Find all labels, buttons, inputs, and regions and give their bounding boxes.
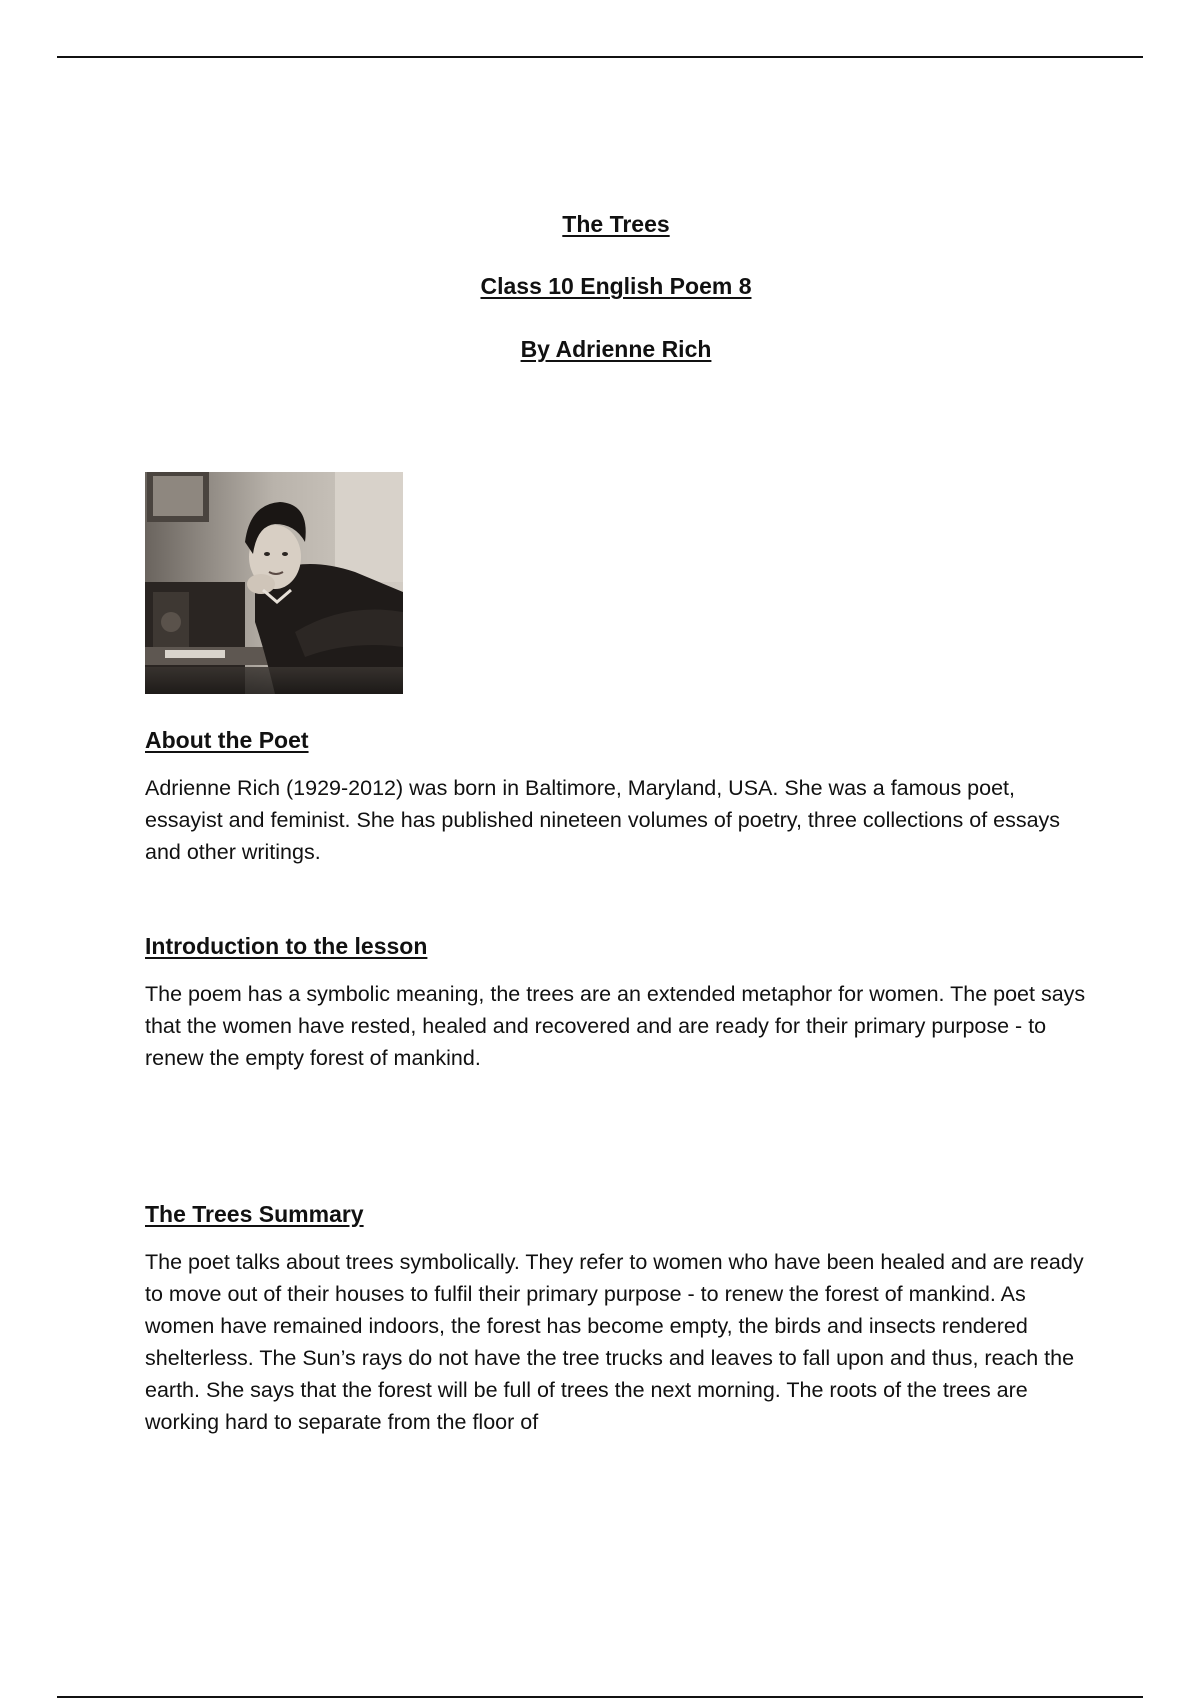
poet-photo [145, 472, 403, 694]
document-title: The Trees [562, 211, 670, 237]
section-heading-about-poet: About the Poet [145, 727, 309, 753]
author-line: By Adrienne Rich [520, 336, 712, 362]
section-heading-summary: The Trees Summary [145, 1201, 364, 1227]
section-body-summary: The poet talks about trees symbolically. They refer to women who have been healed and are ready to move out of their houses to fulfil their primary purpose - to renew the forest of mankind. As women have remained indoors, the forest has become empty, the birds and insects rendered shelterless. The Sun’s rays do not have the tree trucks and leaves to fall upon and thus, reach the earth. She says that the forest will be full of trees the next morning. The roots of the trees are working hard to separate from the floor of [145, 1250, 1084, 1434]
page-bottom-rule [57, 1696, 1143, 1698]
section-body-about-poet: Adrienne Rich (1929-2012) was born in Baltimore, Maryland, USA. She was a famous poet, essayist and feminist. She has published nineteen volumes of poetry, three collections of essays and other writings. [145, 776, 1061, 864]
page-top-rule [57, 56, 1143, 58]
section-heading-introduction: Introduction to the lesson [145, 933, 428, 959]
section-body-introduction: The poem has a symbolic meaning, the trees are an extended metaphor for women. The poet says that the women have rested, healed and recovered and are ready for their primary purpose - to renew the empty forest of mankind. [145, 982, 1086, 1070]
document-subtitle: Class 10 English Poem 8 [480, 273, 752, 299]
